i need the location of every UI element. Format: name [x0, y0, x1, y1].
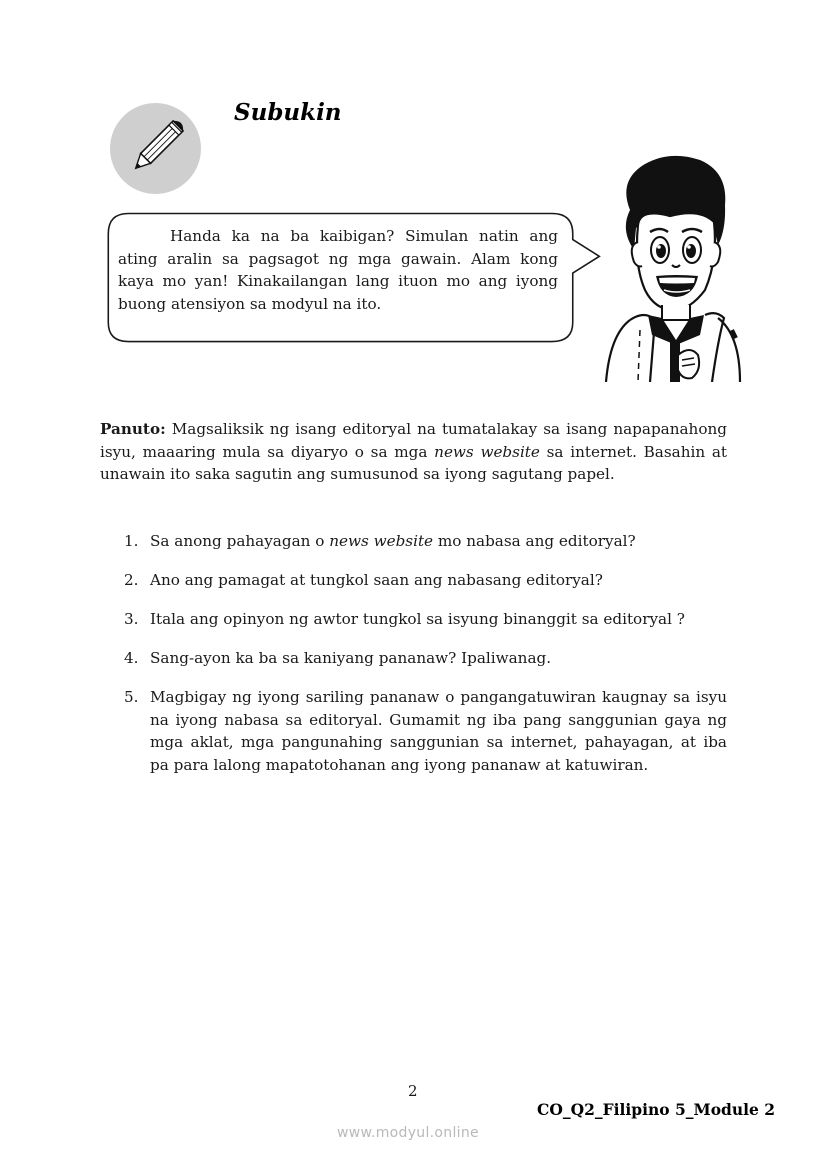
module-code: CO_Q2_Filipino 5_Module 2: [537, 1100, 776, 1119]
question-item: [124, 608, 727, 631]
question-text: Sa anong pahayagan o: [150, 532, 330, 550]
question-text: Magbigay ng iyong sariling pananaw o pangangatuwiran kaugnay sa isyu na iyong nabasa sa editoryal. Gumamit ng iba pang sanggunian gaya ng mga aklat, mga pangunahing sanggunian sa internet, pahayagan, at iba pa para lalong mapatotohanan ang iyong pananaw at katuwiran.: [150, 688, 727, 774]
question-item: [124, 647, 727, 670]
question-number: 1.: [124, 532, 139, 550]
question-item: [124, 569, 727, 592]
section-title: Subukin: [234, 99, 342, 126]
question-text-after: mo nabasa ang editoryal?: [433, 532, 636, 550]
question-number: 4.: [124, 649, 139, 667]
question-text: Itala ang opinyon ng awtor tungkol sa isyung binanggit sa editoryal ?: [150, 610, 685, 628]
instructions-label: Panuto:: [100, 420, 166, 438]
instructions-text-1: Magsaliksik ng isang editoryal na tumatalakay sa isang napapanahong isyu, maaaring mula sa diyaryo o sa mga: [100, 420, 727, 461]
question-item: [124, 530, 727, 553]
instructions-text-2: sa internet. Basahin at unawain ito saka sagutin ang sumusunod sa iyong sagutang papel.: [100, 442, 727, 483]
bubble-message: Handa ka na ba kaibigan? Simulan natin ang ating aralin sa pagsagot ng mga gawain. Alam kong kaya mo yan! Kinakailangan lang ituon mo ang iyong buong atensiyon sa modyul na ito.: [118, 227, 558, 313]
instructions-italic: news website: [434, 442, 540, 461]
question-text: Ano ang pamagat at tungkol saan ang nabasang editoryal?: [150, 571, 603, 589]
pencil-icon: [110, 103, 201, 194]
cartoon-boy-illustration: [600, 150, 745, 382]
instructions-paragraph: [100, 418, 727, 486]
question-italic: news website: [329, 532, 434, 550]
question-number: 3.: [124, 610, 139, 628]
question-number: 2.: [124, 571, 139, 589]
question-number: 5.: [124, 688, 139, 706]
watermark: www.modyul.online: [337, 1125, 479, 1141]
question-item: [124, 686, 727, 776]
speech-bubble-text: [118, 225, 558, 315]
pencil-icon-badge: [110, 103, 201, 194]
question-list: [124, 530, 727, 793]
question-text: Sang-ayon ka ba sa kaniyang pananaw? Ipaliwanag.: [150, 649, 552, 667]
page-number: 2: [408, 1082, 418, 1100]
